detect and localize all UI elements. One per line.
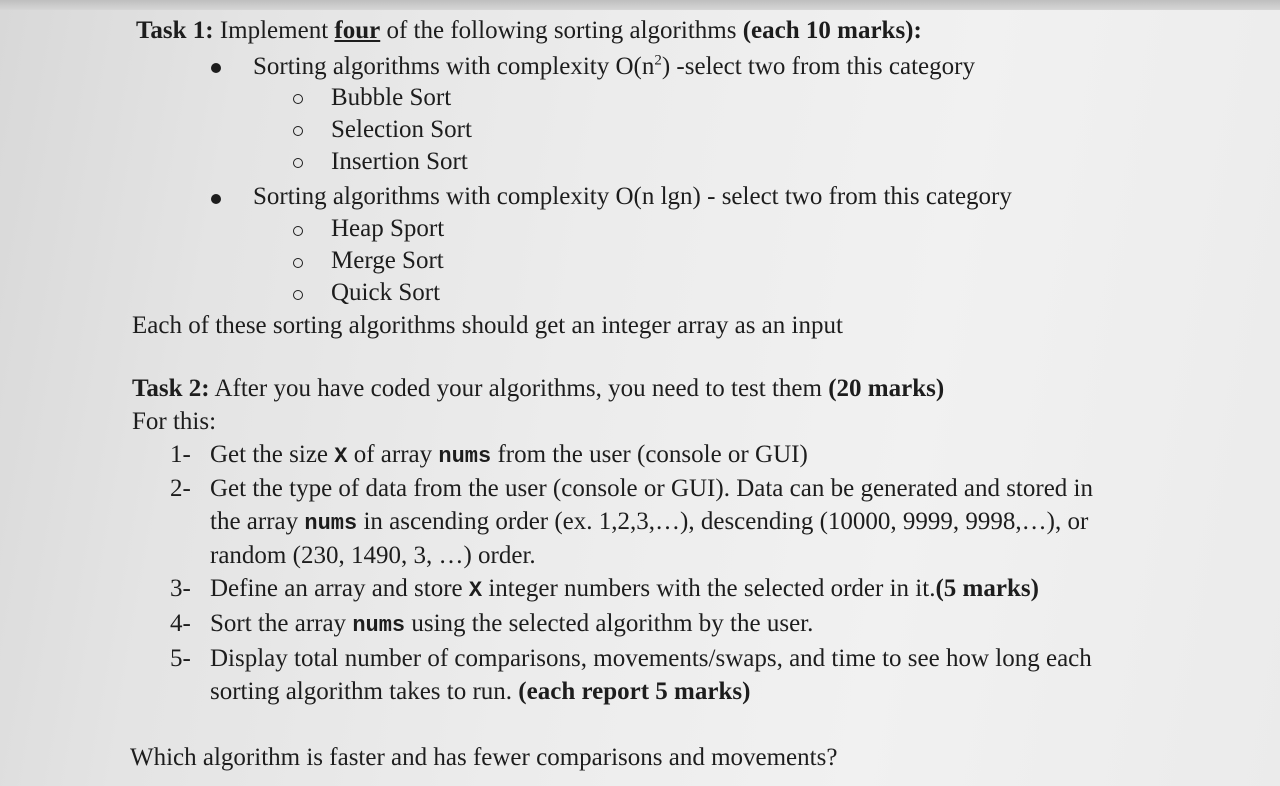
step-2-line-1: Get the type of data from the user (console or GUI). Data can be generated and stored in: [210, 475, 1093, 502]
step-number: 3-: [170, 575, 191, 602]
category1-item: Insertion Sort: [331, 148, 468, 175]
task2-heading: [132, 373, 944, 405]
step-2-line-3: random (230, 1490, 3, …) order.: [210, 542, 536, 569]
circle-bullet-icon: [293, 126, 303, 136]
task1-intro-b: of the following sorting algorithms: [386, 17, 737, 44]
step-2-line-2: [210, 506, 1088, 540]
step-3-marks: (5 marks): [935, 575, 1039, 602]
category1-item: Selection Sort: [331, 116, 472, 143]
code-variable: nums: [304, 511, 358, 536]
code-variable: nums: [352, 613, 406, 638]
task2-intro: After you have coded your algorithms, you need to test them: [214, 375, 822, 402]
step-5-line-2-a: sorting algorithm takes to run.: [210, 678, 513, 705]
step-number: 5-: [170, 645, 191, 672]
code-variable: X: [334, 444, 348, 469]
task2-for-this: For this:: [132, 408, 217, 435]
code-variable: X: [468, 578, 483, 603]
task1-heading: [136, 15, 922, 47]
category2-item: Merge Sort: [331, 247, 444, 274]
category2-item: Heap Sport: [331, 215, 445, 242]
step-4-text: [210, 608, 813, 642]
circle-bullet-icon: [293, 226, 303, 236]
step-5-line-1: Display total number of comparisons, movements/swaps, and time to see how long each: [210, 645, 1092, 672]
step-number: 1-: [170, 441, 191, 468]
task1-label: Task 1:: [136, 17, 214, 44]
circle-bullet-icon: [293, 94, 303, 104]
bullet-icon: [211, 63, 221, 73]
category1-text-b: ) -select two from this category: [661, 53, 975, 80]
step-5-marks: (each report 5 marks): [518, 678, 751, 705]
step-3-text-b: integer numbers with the selected order in it.: [488, 575, 936, 602]
step-2-line-2-b: in ascending order (ex. 1,2,3,…), descending (10000, 9999, 9998,…), or: [363, 508, 1089, 535]
step-5-line-2: [210, 676, 750, 708]
step-3-text: [210, 573, 1039, 607]
step-number: 4-: [170, 610, 191, 637]
code-variable: nums: [438, 444, 492, 469]
category1-text-a: Sorting algorithms with complexity O(n: [253, 53, 655, 80]
step-number: 2-: [170, 475, 191, 502]
task2-label: Task 2:: [132, 375, 210, 402]
circle-bullet-icon: [293, 158, 303, 168]
category2-heading: Sorting algorithms with complexity O(n lgn) - select two from this category: [253, 183, 1012, 210]
category1-superscript: 2: [654, 52, 662, 69]
category2-item: Quick Sort: [331, 279, 441, 306]
step-1-text-c: from the user (console or GUI): [497, 441, 808, 468]
step-4-text-a: Sort the array: [210, 610, 347, 637]
final-question: Which algorithm is faster and has fewer comparisons and movements?: [130, 744, 838, 771]
step-1-text: [210, 439, 808, 473]
task1-intro-a: Implement: [219, 17, 329, 44]
task1-intro-emphasis: four: [334, 17, 381, 44]
step-4-text-b: using the selected algorithm by the user.: [411, 610, 814, 637]
step-2-line-2-a: the array: [210, 508, 299, 535]
step-1-text-b: of array: [353, 441, 433, 468]
task1-marks: (each 10 marks):: [742, 17, 922, 44]
circle-bullet-icon: [293, 258, 303, 268]
task2-marks: (20 marks): [828, 375, 945, 402]
category1-heading: [253, 51, 975, 83]
step-1-text-a: Get the size: [210, 441, 329, 468]
task1-note: Each of these sorting algorithms should get an integer array as an input: [132, 312, 843, 339]
category1-item: Bubble Sort: [331, 84, 452, 111]
bullet-icon: [211, 194, 221, 204]
step-3-text-a: Define an array and store: [210, 575, 463, 602]
circle-bullet-icon: [293, 290, 303, 300]
